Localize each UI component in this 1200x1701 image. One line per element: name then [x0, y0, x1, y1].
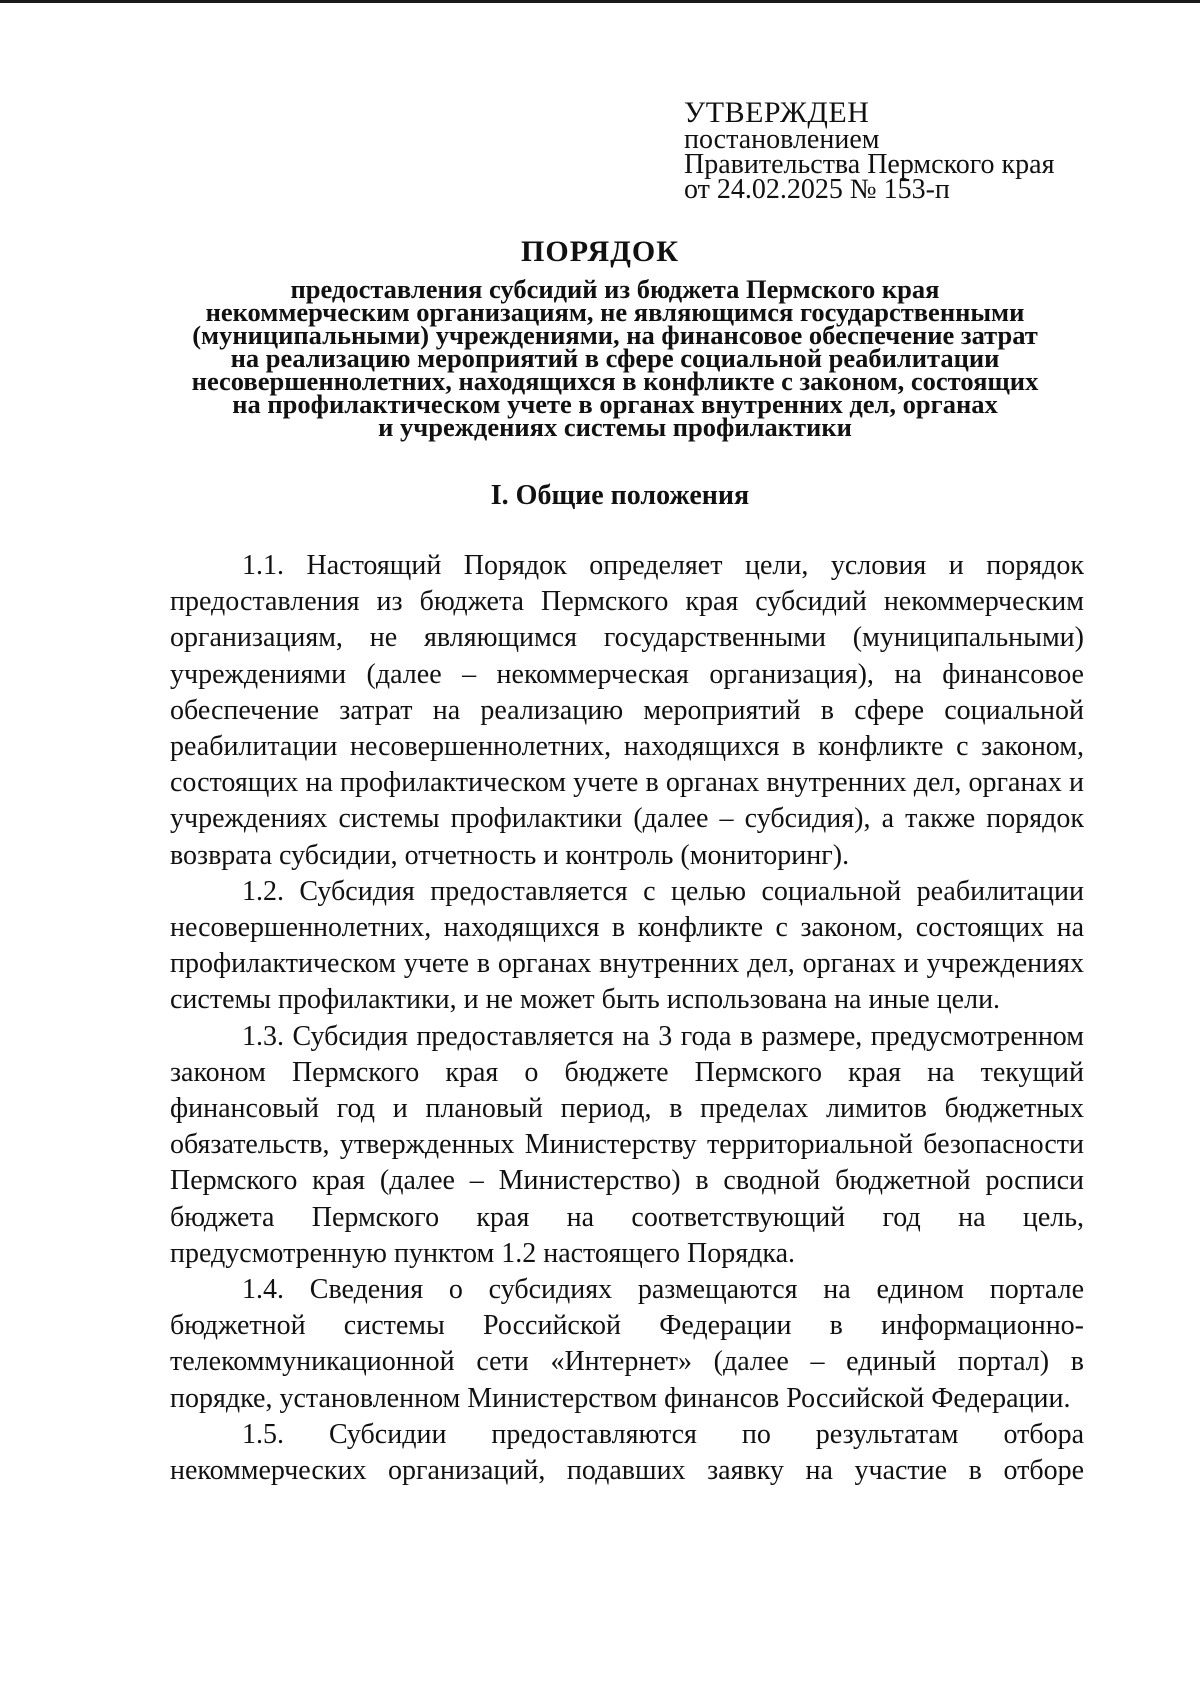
- document-subtitle: [150, 274, 1080, 442]
- paragraph-1-5: 1.5. Субсидии предоставляются по результатам отбора некоммерческих организаций, подавших заявку на участие в отборе: [170, 1418, 1084, 1487]
- subtitle-line: некоммерческим организациям, не являющимся государственными: [205, 297, 1025, 327]
- paragraph-1-4: 1.4. Сведения о субсидиях размещаются на едином портале бюджетной системы Российской Федерации в информационно-телекоммуникационной сети «Интернет» (далее – единый портал) в порядке, установленном Министерством финансов Российской Федерации.: [170, 1274, 1084, 1414]
- approval-stamp: [684, 96, 1055, 205]
- paragraph-1-1: 1.1. Настоящий Порядок определяет цели, условия и порядок предоставления из бюджета Пермского края субсидий некоммерческим организациям, не являющимся государственными (муниципальными) учреждениями (далее – некоммерческая организация), на финансовое обеспечение затрат на реализацию мероприятий в сфере социальной реабилитации несовершеннолетних, находящихся в конфликте с законом, состоящих на профилактическом учете в органах внутренних дел, органах и учреждениях системы профилактики (далее – субсидия), а также порядок возврата субсидии, отчетность и контроль (мониторинг).: [170, 550, 1084, 871]
- subtitle-line: несовершеннолетних, находящихся в конфликте с законом, состоящих: [191, 366, 1039, 396]
- section-heading: I. Общие положения: [490, 480, 750, 511]
- subtitle-line: предоставления субсидий из бюджета Пермского края: [290, 274, 940, 304]
- subtitle-line: на профилактическом учете в органах внутренних дел, органах: [232, 389, 998, 419]
- approval-stamp-line: постановлением: [684, 124, 880, 155]
- document-title: ПОРЯДОК: [521, 235, 679, 268]
- approval-stamp-title: УТВЕРЖДЕН: [684, 96, 870, 129]
- document-body: [170, 548, 1084, 1489]
- subtitle-line: и учреждениях системы профилактики: [378, 412, 852, 442]
- scan-top-edge: [0, 0, 1200, 3]
- paragraph-1-2: 1.2. Субсидия предоставляется с целью социальной реабилитации несовершеннолетних, находящихся в конфликте с законом, состоящих на профилактическом учете в органах внутренних дел, органах и учреждениях системы профилактики, и не может быть использована на иные цели.: [170, 875, 1084, 1016]
- approval-stamp-line: от 24.02.2025 № 153-п: [684, 174, 950, 205]
- subtitle-line: на реализацию мероприятий в сфере социальной реабилитации: [230, 343, 1000, 373]
- approval-stamp-line: Правительства Пермского края: [684, 149, 1055, 180]
- paragraph-1-3: 1.3. Субсидия предоставляется на 3 года в размере, предусмотренном законом Пермского края о бюджете Пермского края на текущий финансовый год и плановый период, в пределах лимитов бюджетных обязательств, утвержденных Министерству территориальной безопасности Пермского края (далее – Министерство) в сводной бюджетной росписи бюджета Пермского края на соответствующий год на цель, предусмотренную пунктом 1.2 настоящего Порядка.: [170, 1020, 1084, 1269]
- subtitle-line: (муниципальными) учреждениями, на финансовое обеспечение затрат: [192, 320, 1038, 350]
